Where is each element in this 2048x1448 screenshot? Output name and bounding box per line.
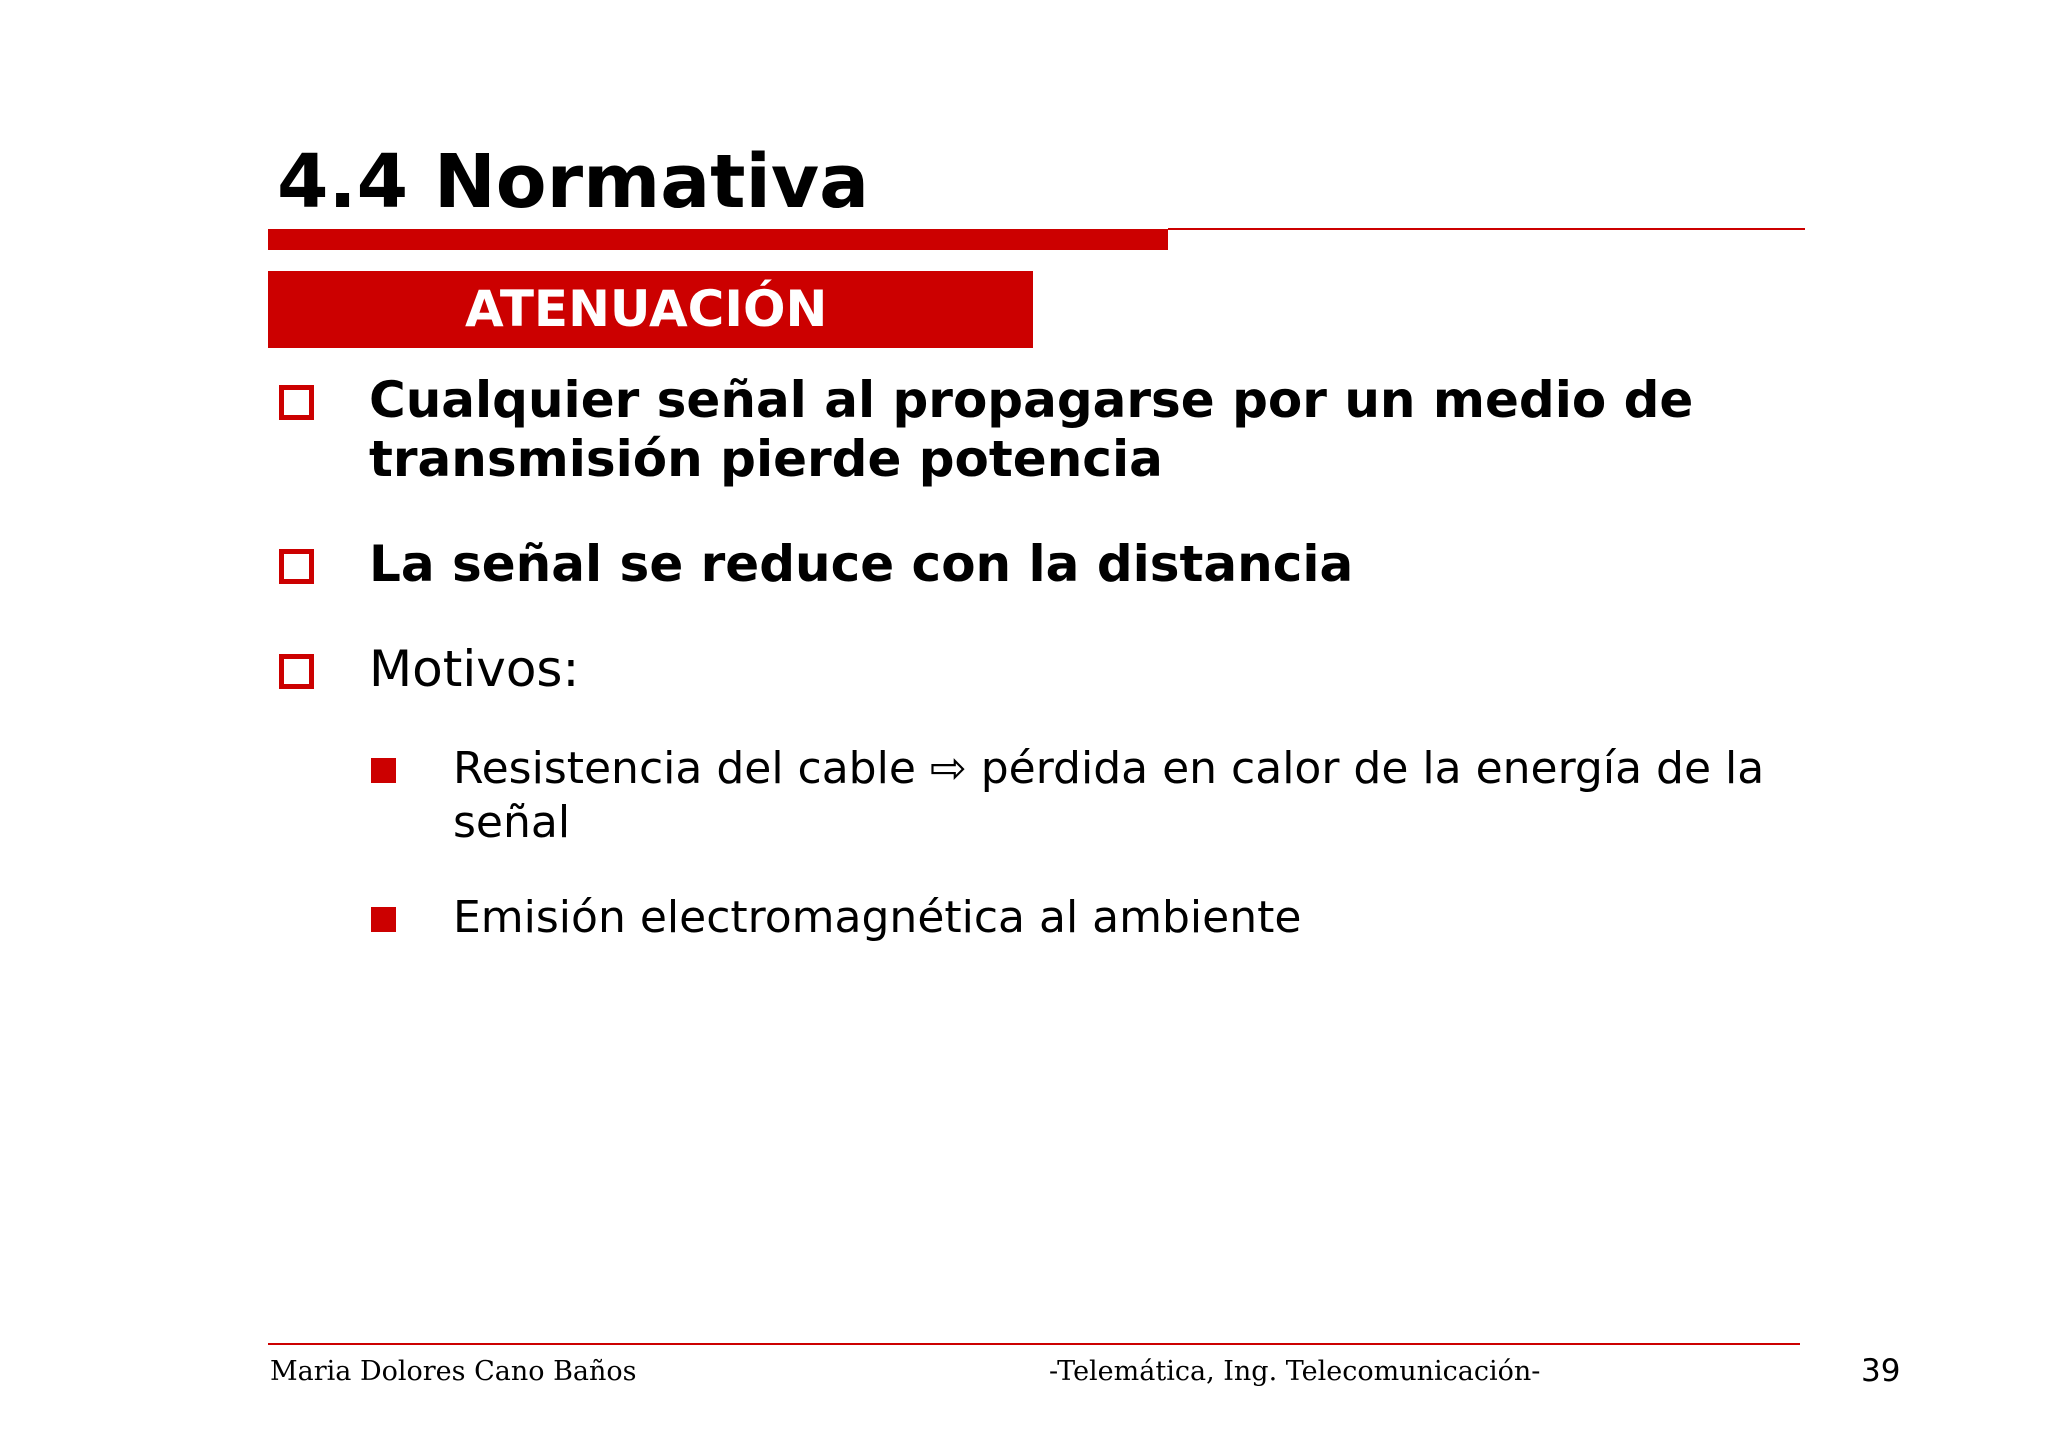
- sub-bullet-text: [453, 742, 1764, 850]
- section-header-label: ATENUACIÓN: [465, 280, 828, 338]
- hollow-square-bullet-icon: [279, 549, 314, 584]
- sub-bullet-line: señal: [453, 797, 571, 848]
- title-underline-thin: [1168, 228, 1805, 230]
- title-underline-thick: [268, 229, 1168, 250]
- bullet-line: transmisión pierde potencia: [369, 430, 1163, 488]
- bullet-text: [369, 371, 1693, 489]
- footer-divider: [268, 1343, 1800, 1345]
- bullet-line: La señal se reduce con la distancia: [369, 535, 1354, 593]
- sub-bullet-text: [453, 891, 1301, 945]
- footer-course: -Telemática, Ing. Telecomunicación-: [1049, 1356, 1541, 1387]
- sub-bullet-line: Resistencia del cable ⇨ pérdida en calor de la energía de la: [453, 743, 1765, 794]
- sub-bullet-line: Emisión electromagnética al ambiente: [453, 892, 1302, 943]
- filled-square-bullet-icon: [371, 758, 396, 783]
- page-number: 39: [1861, 1353, 1901, 1389]
- bullet-line: Cualquier señal al propagarse por un medio de: [369, 371, 1694, 429]
- bullet-line: Motivos:: [369, 640, 580, 698]
- hollow-square-bullet-icon: [279, 654, 314, 689]
- hollow-square-bullet-icon: [279, 385, 314, 420]
- slide-title: 4.4 Normativa: [277, 139, 870, 225]
- bullet-text: [369, 640, 579, 699]
- footer-author: Maria Dolores Cano Baños: [270, 1356, 637, 1387]
- section-header-band: [268, 271, 1033, 348]
- bullet-text: [369, 535, 1353, 594]
- filled-square-bullet-icon: [371, 907, 396, 932]
